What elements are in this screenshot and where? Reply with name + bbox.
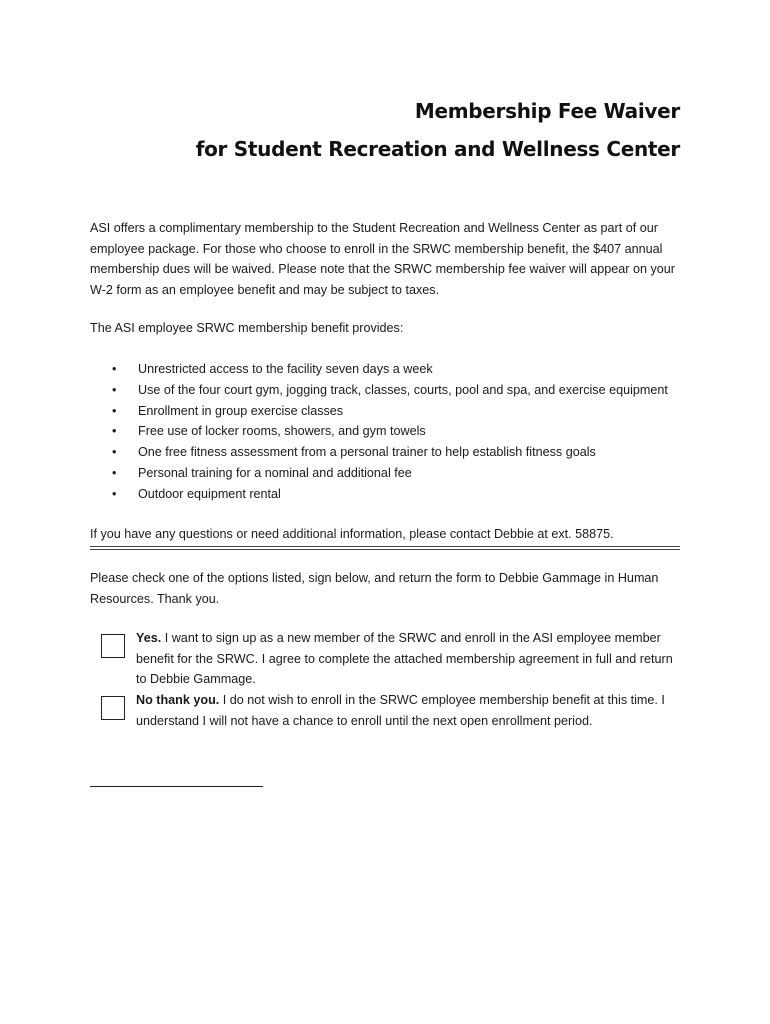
list-item: • Enrollment in group exercise classes [108, 401, 728, 422]
benefits-list [108, 359, 728, 505]
yes-text: I want to sign up as a new member of the SRWC and enroll in the ASI employee member benefit for the SRWC. I agree to complete the attached membership agreement in full and return to Debbie Gammage. [136, 631, 673, 686]
list-item: • Unrestricted access to the facility seven days a week [108, 359, 728, 380]
bullet-icon: • [112, 424, 117, 439]
list-item: • Use of the four court gym, jogging track, classes, courts, pool and spa, and exercise equipment [108, 380, 728, 401]
bullet-icon: • [112, 465, 117, 480]
bullet-icon: • [112, 403, 117, 418]
benefits-heading: The ASI employee SRWC membership benefit provides: [90, 321, 404, 335]
title-line-1: Membership Fee Waiver [414, 99, 680, 123]
bullet-icon: • [112, 362, 117, 376]
list-item: • Outdoor equipment rental [108, 484, 728, 505]
list-item: • Personal training for a nominal and additional fee [108, 463, 728, 484]
no-label: No thank you. [136, 693, 220, 707]
bullet-icon: • [112, 445, 117, 460]
signature-line[interactable] [90, 786, 263, 787]
section-divider [90, 546, 680, 547]
list-item: • Free use of locker rooms, showers, and gym towels [108, 421, 728, 442]
section-divider [90, 549, 680, 550]
yes-checkbox[interactable] [101, 634, 125, 658]
yes-label: Yes. [136, 631, 162, 645]
no-checkbox[interactable] [101, 696, 125, 720]
list-item: • One free fitness assessment from a personal trainer to help establish fitness goals [108, 442, 728, 463]
yes-option [136, 628, 681, 690]
title-line-2: for Student Recreation and Wellness Center [195, 137, 680, 161]
page-title [196, 92, 680, 168]
no-text: I do not wish to enroll in the SRWC employee membership benefit at this time. I understand I will not have a chance to enroll until the next open enrollment period. [136, 693, 665, 728]
instructions-paragraph: Please check one of the options listed, sign below, and return the form to Debbie Gammage in Human Resources. Thank you. [90, 571, 659, 606]
bullet-icon: • [112, 486, 117, 501]
contact-line: If you have any questions or need additional information, please contact Debbie at ext. 58875. [90, 527, 614, 541]
no-option [136, 690, 681, 731]
bullet-icon: • [112, 382, 117, 397]
intro-paragraph: ASI offers a complimentary membership to the Student Recreation and Wellness Center as part of our employee package. For those who choose to enroll in the SRWC membership benefit, the $407 annual membership dues will be waived. Please note that the SRWC membership fee waiver will appear on your W-2 form as an employee benefit and may be subject to taxes. [90, 221, 675, 297]
